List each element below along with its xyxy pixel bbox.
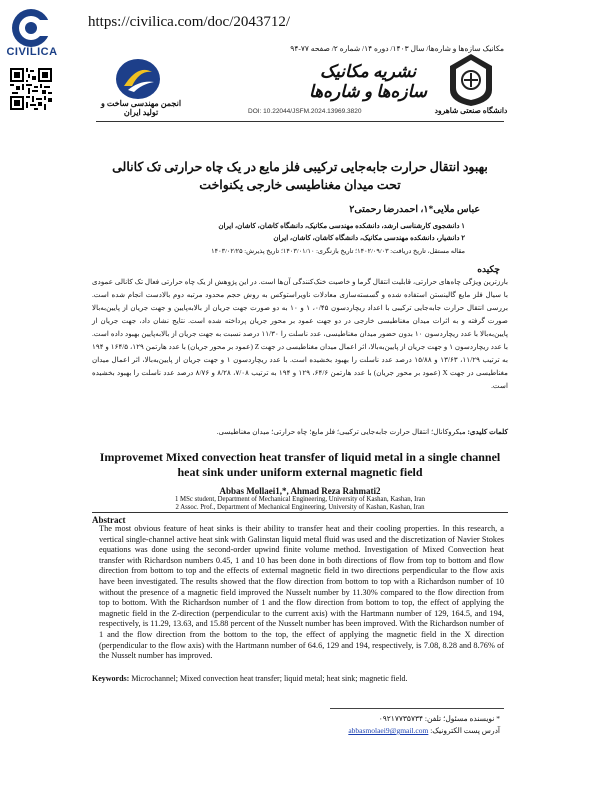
- email-link[interactable]: abbasmolaei9@gmail.com: [348, 726, 429, 735]
- email-label: آدرس پست الکترونیک:: [430, 726, 500, 735]
- persian-keywords: [92, 427, 508, 436]
- university-logo-icon: [446, 52, 496, 108]
- document-url[interactable]: https://civilica.com/doc/2043712/: [88, 14, 291, 30]
- header-divider: [96, 121, 504, 122]
- doi[interactable]: DOI: 10.22044/JSFM.2024.13969.3820: [248, 108, 362, 115]
- journal-title: نشریه مکانیک سازه‌ها و شاره‌ها: [308, 62, 428, 101]
- english-authors: Abbas Mollaei1,*, Ahmad Reza Rahmati2: [219, 486, 381, 496]
- association-name: انجمن مهندسی ساخت و تولید ایران: [100, 99, 182, 117]
- email-line: [348, 726, 500, 735]
- journal-citation: مکانیک سازه‌ها و شاره‌ها/ سال ۱۴۰۳/ دوره ۱۴/ شماره ۲/ صفحه ۷۷-۹۴: [290, 44, 504, 53]
- corresponding-author: * نویسنده مسئول؛ تلفن: ۰۹۲۱۷۷۳۵۷۳۴: [378, 714, 500, 723]
- civilica-label: CIVILICA: [6, 46, 58, 58]
- persian-abstract: بارزترین ویژگی چاه‌های حرارتی، قابلیت انتقال گرما و خاصیت خنک‌کنندگی آن‌ها است. در این پژوهش از یک چاه حرارتی فعال تک کانالی عمودی با سیال فلز مایع گالینستن استفاده شده و گسسته‌سازی معادلات ناویراستوکس به روش حجم محدود مرتبه دوم بالادست انجام شده است. بررسی انتقال حرارت جابه‌جایی ترکیبی با اعداد ریچاردسون ۰/۴۵، ۱ و ۱۰ به دو صورت جهت جریان از بالا‌به‌پایین و جهت جریان از پایین‌به‌بالا صورت گرفته و به اثرات میدان مغناطیسی خارجی در دو جهت عمود بر محور جریان پرداخته شده است. نتایج نشان داد، جهت جریان از پایین‌به‌بالا با عدد ریچاردسون ۱۰ بدون حضور میدان مغناطیسی، عدد ناسلت را ۱۱/۳۰ درصد نسبت به جهت جریان از بالا‌به‌پایین بهبود داده است. با عدد ریچاردسون ۱ و جهت جریان از پایین‌به‌بالا، اثر اعمال میدان مغناطیسی در جهت Z (عمود بر محور جریان) با عدد هارتمن ۱۲۹، ۱۶۴/۵ و ۱۹۴ به ترتیب ۱۱/۲۹، ۱۳/۶۳ و ۱۵/۸۸ درصد عدد ناسلت را بهبود بخشیده است. با عدد ریچاردسون ۱ و جهت جریان از پایین‌به‌بالا، اثر اعمال میدان مغناطیسی در جهت X (عمود بر محور جریان) با عدد هارتمن ۶۴/۶، ۱۲۹ و ۱۹۴ به ترتیب ۷/۰۸، ۸/۲۸ و ۸/۷۶ درصد عدد ناسلت را بهبود بخشیده است.: [92, 278, 508, 390]
- footnote-divider: [330, 708, 504, 709]
- english-abstract: The most obvious feature of heat sinks is their ability to transfer heat and their cooling properties. In this research, a vertical single-channel active heat sink with Galinstan liquid metal fluid was used and the discretization of Navier Stokes equations was done using the second-order upwind finite volume method. Investigation of Mixed Convection heat transfer with Richardson numbers 0.45, 1 and 10 has been done in both directions of flow from top to bottom and flow direction from bottom to top and the effects of external magnetic field in two directions perpendicular to the flow axis have been investigated. The results showed that the flow direction from bottom to top with a Richardson number of 10 without the presence of a magnetic field improved the Nusselt number by 11.30% compared to the flow direction from top to bottom. With the Richardson number of 1 and the flow direction from bottom to top, the effect of applying the magnetic field in the Z-direction (perpendicular to the current axis) with the Hartmann number of 129, 164.5, and 194, respectively, is 11.29, 13.63, and 15.88 percent of the Nusselt number has been improved. With the Richardson number of 1 and the flow direction from the bottom to the top, the effect of applying the magnetic field in the X direction (perpendicular to the flow axis) with the Hartmann number of 64.6, 129 and 194, respectively, is 7.08, 8.28 and 8.76% of the Nusselt number has improved.: [99, 524, 504, 661]
- persian-abstract-heading: چکیده: [477, 264, 500, 274]
- persian-keywords-label: کلمات کلیدی:: [467, 428, 508, 436]
- university-name: دانشگاه صنعتی شاهرود: [434, 106, 508, 115]
- persian-dates: مقاله مستقل، تاریخ دریافت: ۱۴۰۲/۰۹/۰۳؛ تاریخ بازنگری: ۱۴۰۳/۰۱/۱۰؛ تاریخ پذیرش: ۱۴۰۳/۰۲/۲۵: [211, 248, 465, 255]
- persian-authors: عباس ملایی*۱، احمدرضا رحمتی۲: [349, 205, 480, 215]
- persian-title: بهبود انتقال حرارت جابه‌جایی ترکیبی فلز مایع در یک چاه حرارتی تک کانالی تحت میدان مغناطیسی خارجی یکنواخت: [112, 160, 488, 192]
- english-affiliation-1: 1 MSc student, Department of Mechanical Engineering, University of Kashan, Kashan, Iran: [174, 496, 426, 503]
- persian-affiliation-1: ۱ دانشجوی کارشناسی ارشد، دانشکده مهندسی مکانیک، دانشگاه کاشان، کاشان، ایران: [218, 222, 465, 230]
- qr-code-icon[interactable]: [10, 68, 52, 110]
- english-keywords-list: Microchannel; Mixed convection heat transfer; liquid metal; heat sink; magnetic field.: [131, 674, 408, 683]
- association-logo-icon: [110, 56, 166, 102]
- english-title: Improvemet Mixed convection heat transfer of liquid metal in a single channel heat sink under uniform external magnetic field: [99, 450, 501, 479]
- english-abstract-heading: Abstract: [92, 515, 126, 525]
- persian-keywords-list: میکروکانال؛ انتقال حرارت جابه‌جایی ترکیبی؛ فلز مایع؛ چاه حرارتی؛ میدان مغناطیسی.: [216, 428, 466, 436]
- persian-affiliation-2: ۲ دانشیار، دانشکده مهندسی مکانیک، دانشگاه کاشان، کاشان، ایران: [273, 234, 465, 242]
- abstract-divider: [92, 512, 508, 513]
- english-keywords-label: Keywords:: [92, 674, 130, 683]
- english-affiliation-2: 2 Assoc. Prof., Department of Mechanical Engineering, University of Kashan, Kashan, Iran: [175, 504, 425, 511]
- english-keywords: [92, 674, 508, 683]
